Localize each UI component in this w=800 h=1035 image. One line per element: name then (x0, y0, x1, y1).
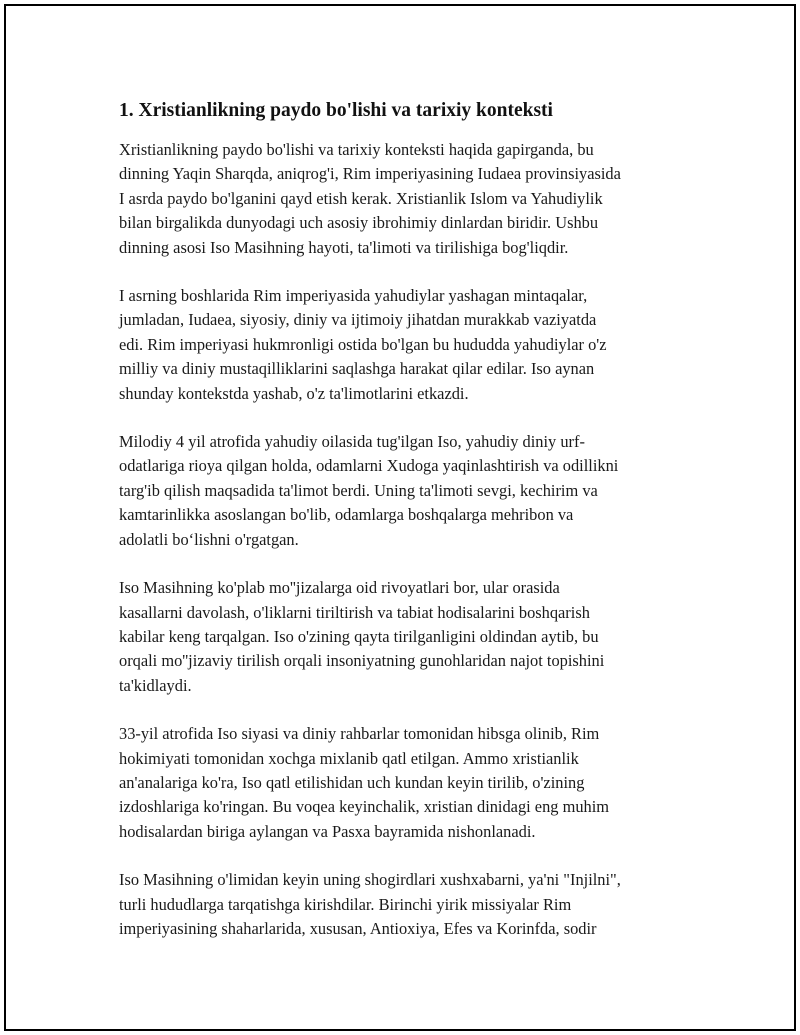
text-line: turli hududlarga tarqatishga kirishdilar. Birinchi yirik missiyalar Rim (119, 894, 572, 914)
text-line: adolatli bo‘lishni o'rgatgan. (119, 529, 299, 549)
text-line: Xristianlikning paydo bo'lishi va tarixiy konteksti haqida gapirganda, bu (119, 140, 594, 159)
text-line: hodisalardan biriga aylangan va Pasxa bayramida nishonlanadi. (119, 821, 536, 841)
section-heading: 1. Xristianlikning paydo bo'lishi va tarixiy konteksti (119, 100, 553, 121)
paragraph (119, 284, 679, 406)
paragraph (119, 722, 679, 844)
text-line: Milodiy 4 yil atrofida yahudiy oilasida tug'ilgan Iso, yahudiy diniy urf- (119, 432, 585, 452)
document-page (4, 4, 796, 1031)
text-line: Iso Masihning ko'plab mo''jizalarga oid rivoyatlari bor, ular orasida (119, 578, 560, 598)
paragraph (119, 868, 679, 941)
text-line: hokimiyati tomonidan xochga mixlanib qatl etilgan. Ammo xristianlik (119, 748, 579, 768)
paragraph (119, 430, 679, 552)
text-line: odatlariga rioya qilgan holda, odamlarni Xudoga yaqinlashtirish va odillikni (119, 456, 619, 476)
text-line: kasallarni davolash, o'liklarni tiriltirish va tabiat hodisalarini boshqarish (119, 602, 590, 622)
text-line: Iso Masihning o'limidan keyin uning shogirdlari xushxabarni, ya'ni "Injilni", (119, 870, 621, 890)
text-line: 33-yil atrofida Iso siyasi va diniy rahbarlar tomonidan hibsga olinib, Rim (119, 724, 600, 744)
text-line: I asrning boshlarida Rim imperiyasida yahudiylar yashagan mintaqalar, (119, 286, 588, 306)
text-line: orqali mo''jizaviy tirilish orqali insoniyatning gunohlaridan najot topishini (119, 651, 605, 671)
paragraph (119, 138, 679, 260)
paragraph (119, 576, 679, 698)
text-line: targ'ib qilish maqsadida ta'limot berdi. Uning ta'limoti sevgi, kechirim va (119, 480, 598, 500)
text-line: milliy va diniy mustaqilliklarini saqlashga harakat qilar edilar. Iso aynan (119, 359, 595, 379)
text-line: jumladan, Iudaea, siyosiy, diniy va ijtimoiy jihatdan murakkab vaziyatda (119, 310, 597, 330)
text-line: imperiyasining shaharlarida, xususan, Antioxiya, Efes va Korinfda, sodir (119, 918, 597, 938)
text-line: dinning asosi Iso Masihning hayoti, ta'limoti va tirilishiga bog'liqdir. (119, 237, 569, 257)
text-line: ta'kidlaydi. (119, 675, 192, 695)
text-line: kamtarinlikka asoslangan bo'lib, odamlarga boshqalarga mehribon va (119, 505, 574, 525)
text-line: bilan birgalikda dunyodagi uch asosiy ibrohimiy dinlardan biridir. Ushbu (119, 213, 599, 233)
text-line: edi. Rim imperiyasi hukmronligi ostida bo'lgan bu hududda yahudiylar o'z (119, 334, 607, 354)
text-line: an'analariga ko'ra, Iso qatl etilishidan uch kundan keyin tirilib, o'zining (119, 772, 585, 792)
document-content (119, 98, 679, 965)
text-line: izdoshlariga ko'ringan. Bu voqea keyinchalik, xristian dinidagi eng muhim (119, 797, 610, 817)
text-line: kabilar keng tarqalgan. Iso o'zining qayta tirilganligini oldindan aytib, bu (119, 626, 599, 646)
text-line: shunday kontekstda yashab, o'z ta'limotlarini etkazdi. (119, 383, 469, 403)
text-line: dinning Yaqin Sharqda, aniqrog'i, Rim imperiyasining Iudaea provinsiyasida (119, 164, 621, 184)
text-line: I asrda paydo bo'lganini qayd etish kerak. Xristianlik Islom va Yahudiylik (119, 188, 603, 208)
